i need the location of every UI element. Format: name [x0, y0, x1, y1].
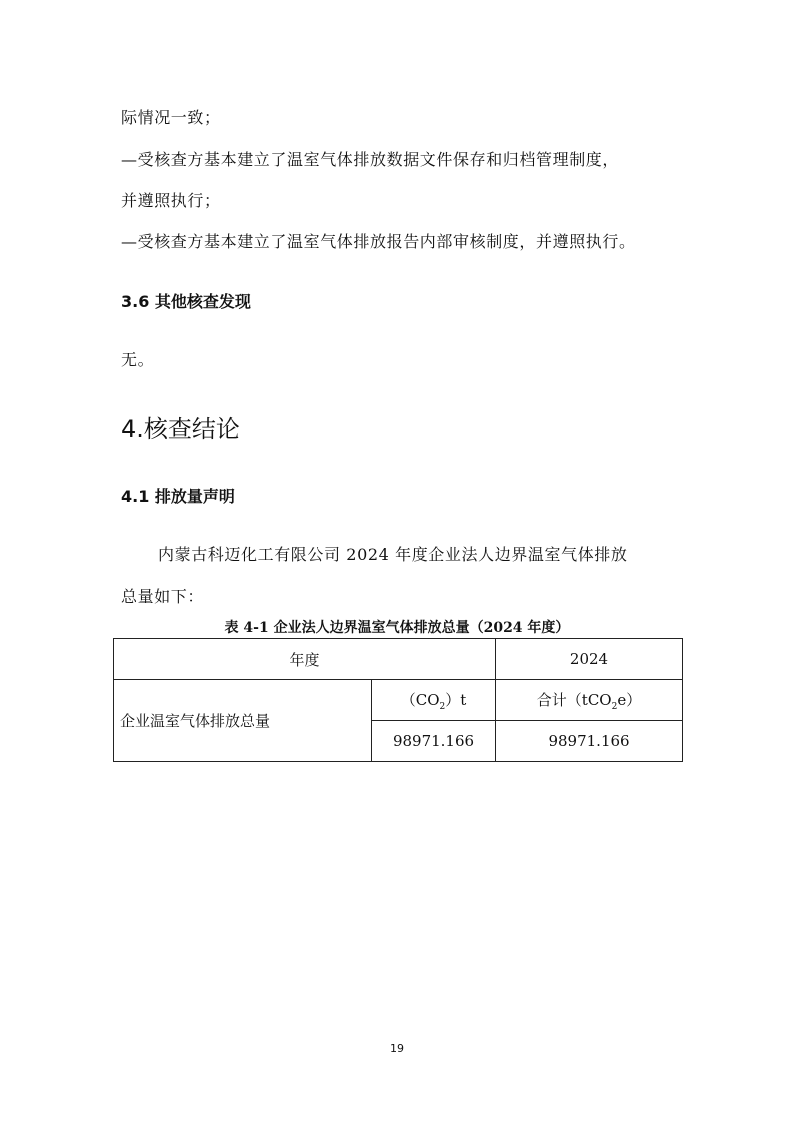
co2-header-cell	[372, 680, 496, 721]
table-row	[114, 639, 683, 680]
row-label-cell: 企业温室气体排放总量	[114, 680, 372, 762]
table-caption: 表 4-1 企业法人边界温室气体排放总量（2024 年度）	[224, 620, 570, 636]
paragraph-line: 内蒙古科迈化工有限公司 2024 年度企业法人边界温室气体排放	[158, 545, 628, 564]
total-header-post: e）	[617, 690, 642, 709]
year-value-cell: 2024	[496, 639, 683, 680]
paragraph-line: —受核查方基本建立了温室气体排放报告内部审核制度，并遵照执行。	[121, 232, 636, 251]
paragraph-line: 总量如下：	[121, 587, 205, 606]
section-heading-3-6: 3.6 其他核查发现	[121, 292, 251, 311]
section-heading-4: 4.核查结论	[121, 415, 240, 443]
co2-header-pre: （CO	[400, 690, 440, 709]
co2-value-cell: 98971.166	[372, 721, 496, 762]
co2-header-post: ）t	[445, 690, 467, 709]
paragraph-line: 际情况一致；	[121, 108, 221, 127]
page-number: 19	[390, 1042, 404, 1055]
table-row	[114, 680, 683, 721]
paragraph-line: 无。	[121, 350, 155, 369]
total-value-cell: 98971.166	[496, 721, 683, 762]
emissions-table	[113, 638, 683, 762]
total-header-cell	[496, 680, 683, 721]
co2-header-sub: 2	[439, 701, 446, 712]
section-heading-4-1: 4.1 排放量声明	[121, 487, 235, 506]
total-header-sub: 2	[611, 701, 618, 712]
paragraph-line: —受核查方基本建立了温室气体排放数据文件保存和归档管理制度，	[121, 150, 620, 169]
paragraph-line: 并遵照执行；	[121, 191, 221, 210]
year-label-cell: 年度	[114, 639, 496, 680]
total-header-pre: 合计（tCO	[536, 690, 612, 709]
